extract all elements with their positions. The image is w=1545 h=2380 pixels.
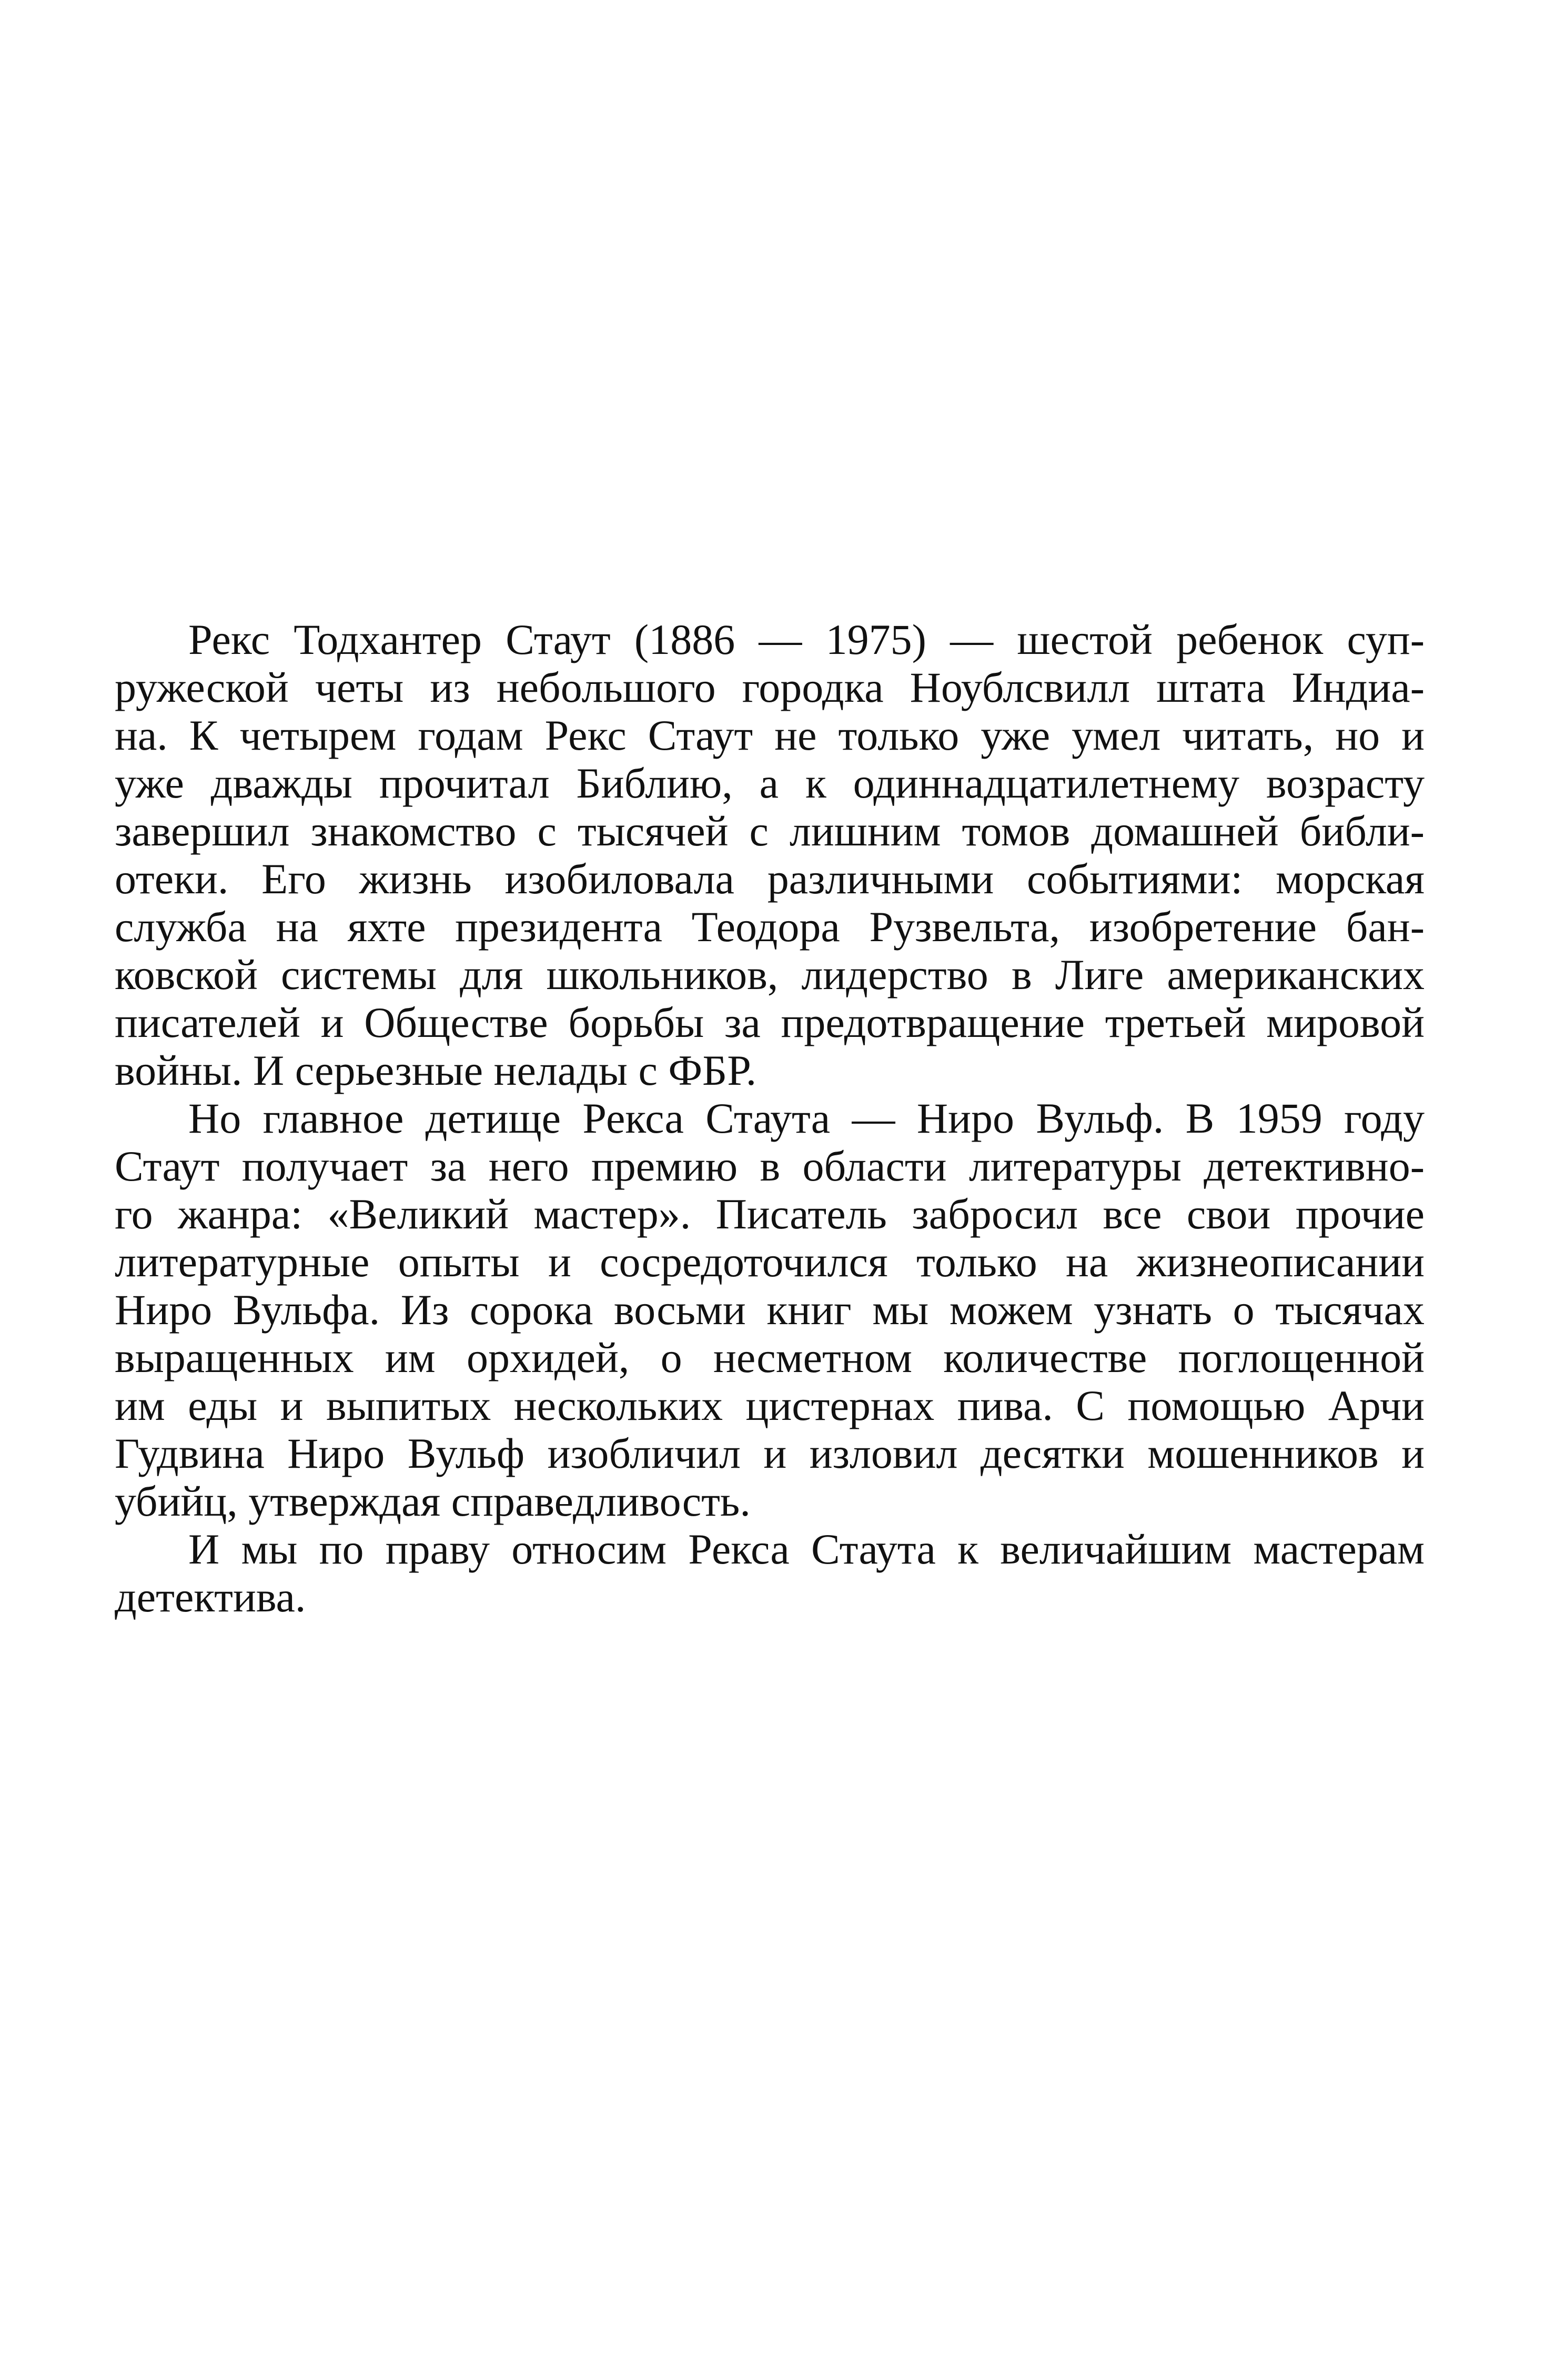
paragraph-2-line-8: Гудвина Ниро Вульф изобличил и изловил десятки мошенников и — [115, 1429, 1425, 1477]
paragraph-2-line-9: убийц, утверждая справедливость. — [115, 1477, 751, 1525]
text-block — [115, 616, 1425, 1621]
paragraph-2-line-4: литературные опыты и сосредоточился только на жизнеописании — [115, 1238, 1425, 1286]
paragraph-1-line-6: отеки. Его жизнь изобиловала различными событиями: морская — [115, 855, 1425, 903]
paragraph-1-line-5: завершил знакомство с тысячей с лишним томов домашней библи- — [115, 807, 1425, 855]
paragraph-1-line-8: ковской системы для школьников, лидерство в Лиге американских — [115, 951, 1425, 999]
paragraph-2-line-2: Стаут получает за него премию в области литературы детективно- — [115, 1142, 1425, 1190]
paragraph-1-line-1: Рекс Тодхантер Стаут (1886 — 1975) — шестой ребенок суп- — [188, 616, 1425, 663]
paragraph-1-line-7: служба на яхте президента Теодора Рузвельта, изобретение бан- — [115, 903, 1425, 951]
paragraph-1-line-9: писателей и Обществе борьбы за предотвращение третьей мировой — [115, 999, 1425, 1046]
paragraph-1-line-3: на. К четырем годам Рекс Стаут не только уже умел читать, но и — [115, 711, 1425, 759]
paragraph-2-line-5: Ниро Вульфа. Из сорока восьми книг мы можем узнать о тысячах — [115, 1286, 1425, 1334]
paragraph-3-line-1: И мы по праву относим Рекса Стаута к величайшим мастерам — [188, 1525, 1425, 1573]
paragraph-1-line-4: уже дважды прочитал Библию, а к одиннадцатилетнему возрасту — [115, 759, 1425, 807]
paragraph-1-line-2: ружеской четы из небольшого городка Ноублсвилл штата Индиа- — [115, 663, 1425, 711]
paragraph-2-line-3: го жанра: «Великий мастер». Писатель забросил все свои прочие — [115, 1190, 1425, 1238]
paragraph-2-line-1: Но главное детище Рекса Стаута — Ниро Вульф. В 1959 году — [188, 1094, 1425, 1142]
paragraph-3-line-2: детектива. — [115, 1573, 306, 1621]
paragraph-2-line-6: выращенных им орхидей, о несметном количестве поглощенной — [115, 1334, 1425, 1381]
paragraph-1-line-10: войны. И серьезные нелады с ФБР. — [115, 1046, 757, 1094]
paragraph-2-line-7: им еды и выпитых нескольких цистернах пива. С помощью Арчи — [115, 1381, 1425, 1429]
